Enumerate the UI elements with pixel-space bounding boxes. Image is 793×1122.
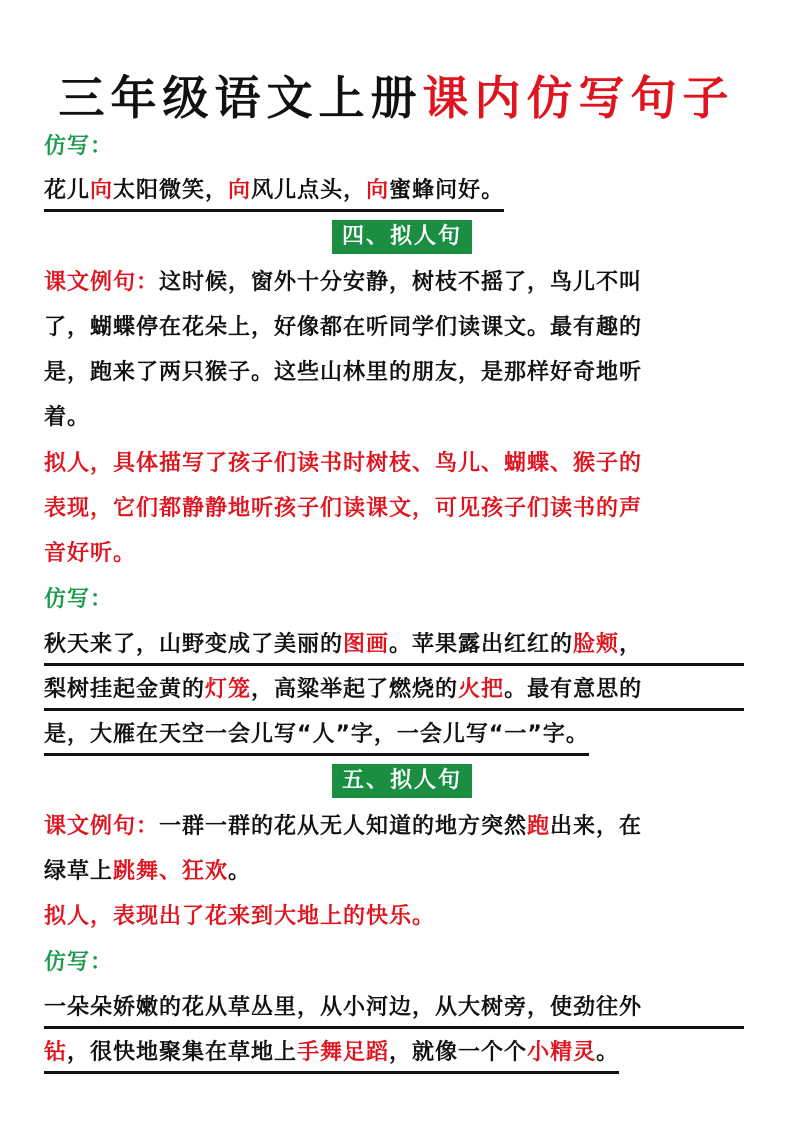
text-segment: ，很快地聚集在草地上	[67, 1040, 298, 1065]
highlight-text: 跳舞、狂欢	[113, 859, 229, 884]
highlight-text: 向	[366, 178, 390, 203]
example-line: 是，跑来了两只猴子。这些山林里的朋友，是那样好奇地听	[44, 360, 643, 385]
example-line: 着。	[44, 405, 91, 430]
analysis-line: 表现，它们都静静地听孩子们读课文，可见孩子们读书的声	[44, 496, 643, 521]
text-segment: 。苹果露出红红的	[389, 632, 574, 657]
text-segment: 。	[228, 859, 252, 884]
highlight-text: 灯笼	[205, 677, 252, 702]
highlight-text: 手舞足蹈	[297, 1040, 390, 1065]
text-segment: 蜜蜂问好。	[389, 178, 505, 203]
text-segment: 风儿点头，	[251, 178, 367, 203]
example-label: 课文例句：	[44, 270, 160, 295]
text-segment: ，	[619, 632, 643, 657]
highlight-text: 图画	[343, 632, 390, 657]
imitate-label: 仿写：	[44, 587, 114, 612]
title-black: 三年级语文上册	[58, 71, 423, 125]
highlight-text: 脸颊	[573, 632, 620, 657]
example-line: 课文例句：这时候，窗外十分安静，树枝不摇了，鸟儿不叫	[44, 270, 643, 295]
text-segment: 一朵朵娇嫩的花从草丛里，从小河边，从大树旁，使劲往外	[44, 995, 643, 1020]
highlight-text: 跑	[527, 814, 551, 839]
example-line: 了，蝴蝶停在花朵上，好像都在听同学们读课文。最有趣的	[44, 315, 643, 340]
section-heading-5: 五、拟人句	[332, 764, 472, 798]
text-segment: 秋天来了，山野变成了美丽的	[44, 632, 344, 657]
example-line	[44, 812, 642, 842]
highlight-text: 向	[90, 178, 114, 203]
text-segment: 绿草上	[44, 859, 114, 884]
page-title	[0, 62, 793, 128]
text-segment: 。	[596, 1040, 620, 1065]
text-segment: ，高粱举起了燃烧的	[251, 677, 459, 702]
imitate-line	[44, 1038, 619, 1074]
imitate-label: 仿写：	[44, 950, 114, 975]
analysis-line: 拟人，表现出了花来到大地上的快乐。	[44, 904, 436, 929]
section-heading-4: 四、拟人句	[332, 220, 472, 254]
title-red: 课内仿写句子	[422, 71, 735, 125]
highlight-text: 向	[228, 178, 252, 203]
imitate-line	[44, 720, 589, 756]
highlight-text: 钻	[44, 1040, 68, 1065]
text-segment: 出来，在	[550, 814, 643, 839]
text-segment: ，就像一个个	[389, 1040, 528, 1065]
text-segment: 太阳微笑，	[113, 178, 229, 203]
analysis-line: 拟人，具体描写了孩子们读书时树枝、鸟儿、蝴蝶、猴子的	[44, 451, 643, 476]
analysis-line: 音好听。	[44, 541, 137, 566]
imitate-line	[44, 675, 744, 711]
example-label: 课文例句：	[44, 814, 160, 839]
imitate-line	[44, 630, 744, 666]
imitate-label: 仿写：	[44, 134, 114, 159]
imitate-line	[44, 993, 744, 1029]
highlight-text: 火把	[458, 677, 505, 702]
text-segment: 一群一群的花从无人知道的地方突然	[159, 814, 528, 839]
text-segment: 是，大雁在天空一会儿写“人”字，一会儿写“一”字。	[44, 722, 589, 747]
text-segment: 花儿	[44, 178, 91, 203]
highlight-text: 小精灵	[527, 1040, 597, 1065]
imitate-sentence	[44, 176, 504, 212]
text-segment: 。最有意思的	[504, 677, 643, 702]
example-line	[44, 857, 251, 887]
text-segment: 梨树挂起金黄的	[44, 677, 206, 702]
